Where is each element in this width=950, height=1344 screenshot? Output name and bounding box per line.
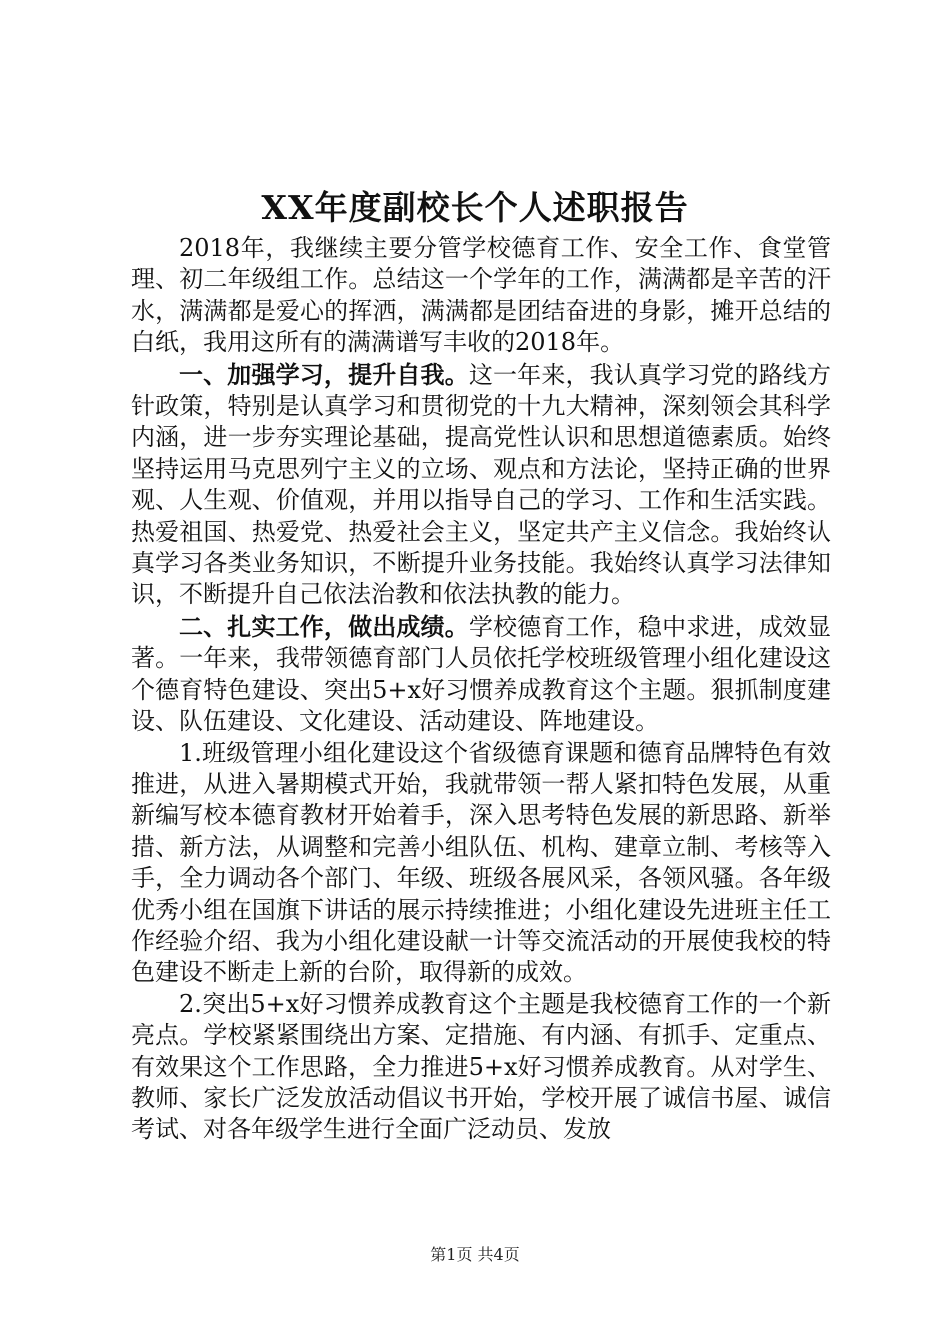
paragraph-text: 2018年，我继续主要分管学校德育工作、安全工作、食堂管理、初二年级组工作。总结这一个学年的工作，满满都是辛苦的汗水，满满都是爱心的挥洒，满满都是团结奋进的身影，摊开总结的白纸，我用这所有的满满谱写丰收的2018年。 bbox=[131, 234, 831, 357]
page-footer: 第1页 共4页 bbox=[430, 1245, 520, 1264]
paragraph-text: 学校德育工作，稳中求进，成效显著。一年来，我带领德育部门人员依托学校班级管理小组化建设这个德育特色建设、突出5+x好习惯养成教育这个主题。狠抓制度建设、队伍建设、文化建设、活动建设、阵地建设。 bbox=[131, 612, 832, 736]
section-heading: 一、加强学习，提升自我。 bbox=[179, 359, 469, 389]
section-heading: 二、扎实工作，做出成绩。 bbox=[179, 611, 469, 641]
document-title: XX年度副校长个人述职报告 bbox=[261, 188, 689, 227]
paragraph-text: 这一年来，我认真学习党的路线方针政策，特别是认真学习和贯彻党的十九大精神，深刻领会其科学内涵，进一步夯实理论基础，提高党性认识和思想道德素质。始终坚持运用马克思列宁主义的立场、观点和方法论，坚持正确的世界观、人生观、价值观，并用以指导自己的学习、工作和生活实践。热爱祖国、热爱党、热爱社会主义，坚定共产主义信念。我始终认真学习各类业务知识，不断提升业务技能。我始终认真学习法律知识，不断提升自己依法治教和依法执教的能力。 bbox=[131, 360, 832, 609]
paragraph-section-1 bbox=[131, 359, 831, 611]
document-body bbox=[131, 233, 831, 1146]
paragraph-item-2 bbox=[131, 989, 831, 1146]
paragraph-section-2 bbox=[131, 611, 831, 738]
paragraph-item-1 bbox=[131, 738, 831, 989]
paragraph-intro bbox=[131, 233, 831, 359]
paragraph-text: 1.班级管理小组化建设这个省级德育课题和德育品牌特色有效推进，从进入暑期模式开始，我就带领一帮人紧扣特色发展，从重新编写校本德育教材开始着手，深入思考特色发展的新思路、新举措、新方法，从调整和完善小组队伍、机构、建章立制、考核等入手，全力调动各个部门、年级、班级各展风采，各领风骚。各年级优秀小组在国旗下讲话的展示持续推进；小组化建设先进班主任工作经验介绍、我为小组化建设献一计等交流活动的开展使我校的特色建设不断走上新的台阶，取得新的成效。 bbox=[131, 738, 831, 987]
paragraph-text: 2.突出5+x好习惯养成教育这个主题是我校德育工作的一个新亮点。学校紧紧围绕出方案、定措施、有内涵、有抓手、定重点、有效果这个工作思路，全力推进5+x好习惯养成教育。从对学生、教师、家长广泛发放活动倡议书开始，学校开展了诚信书屋、诚信考试、对各年级学生进行全面广泛动员、发放 bbox=[131, 989, 831, 1144]
